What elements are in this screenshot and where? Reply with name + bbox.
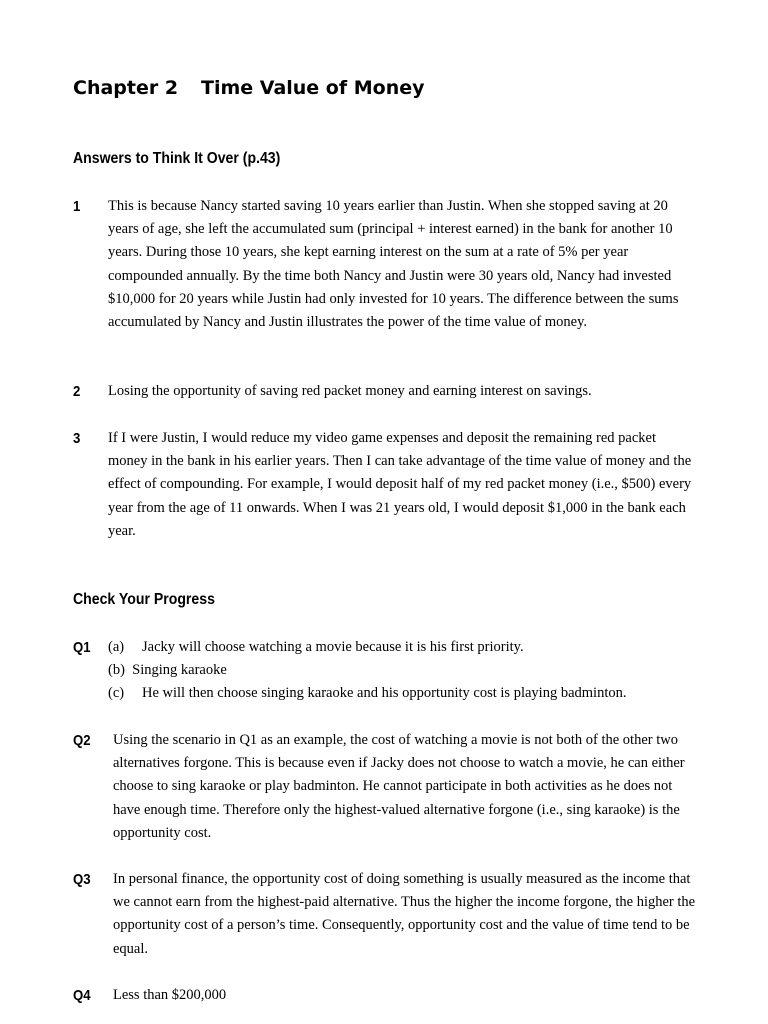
chapter-number: Chapter 2 (73, 77, 179, 99)
part-tag: (b) (108, 662, 125, 678)
chapter-title (73, 77, 425, 99)
question-text: Using the scenario in Q1 as an example, the cost of watching a movie is not both of the other two alternatives forgone. This is because even if Jacky does not choose to watch a movie, he can either choose to sing karaoke or play badminton. He cannot participate in both activities as he does not have enough time. Therefore only the highest-valued alternative forgone (i.e., sing karaoke) is the opportunity cost. (113, 732, 685, 841)
answer-text: This is because Nancy started saving 10 years earlier than Justin. When she stopped saving at 20 years of age, she left the accumulated sum (principal + interest earned) in the bank for another 10 years. During those 10 years, she kept earning interest on the sum at a rate of 5% per year compounded annually. By the time both Nancy and Justin were 30 years old, Nancy had invested $10,000 for 20 years while Justin had only invested for 10 years. The difference between the sums accumulated by Nancy and Justin illustrates the power of the time value of money. (108, 198, 679, 331)
q1-part-c (108, 682, 626, 705)
q1-part-b (108, 659, 227, 682)
question-text: In personal finance, the opportunity cost of doing something is usually measured as the income that we cannot earn from the highest-paid alternative. Thus the higher the income forgone, the higher the opportunity cost of a person’s time. Consequently, opportunity cost and the value of time tend to be equal. (113, 871, 696, 957)
chapter-name: Time Value of Money (201, 77, 425, 99)
question-number: Q3 (73, 871, 91, 888)
check-progress-heading: Check Your Progress (73, 591, 215, 608)
question-number: Q1 (73, 639, 91, 656)
answer-number: 2 (73, 383, 81, 400)
part-text: Singing karaoke (132, 662, 227, 678)
answer-number: 3 (73, 430, 81, 447)
answer-text: Losing the opportunity of saving red packet money and earning interest on savings. (108, 383, 592, 399)
part-text: Jacky will choose watching a movie because it is his first priority. (142, 639, 524, 655)
q1-part-a (108, 636, 524, 659)
answer-text: If I were Justin, I would reduce my video game expenses and deposit the remaining red packet money in the bank in his earlier years. Then I can take advantage of the time value of money and the effect of compounding. For example, I would deposit half of my red packet money (i.e., $500) every year from the age of 11 onwards. When I was 21 years old, I would deposit $1,000 in the bank each year. (108, 430, 692, 539)
question-number: Q2 (73, 732, 91, 749)
part-tag: (c) (108, 685, 125, 701)
question-text: Less than $200,000 (113, 987, 227, 1003)
answer-number: 1 (73, 198, 81, 215)
question-number: Q4 (73, 987, 91, 1004)
part-tag: (a) (108, 639, 125, 655)
part-text: He will then choose singing karaoke and his opportunity cost is playing badminton. (142, 685, 627, 701)
think-it-over-heading: Answers to Think It Over (p.43) (73, 150, 281, 167)
